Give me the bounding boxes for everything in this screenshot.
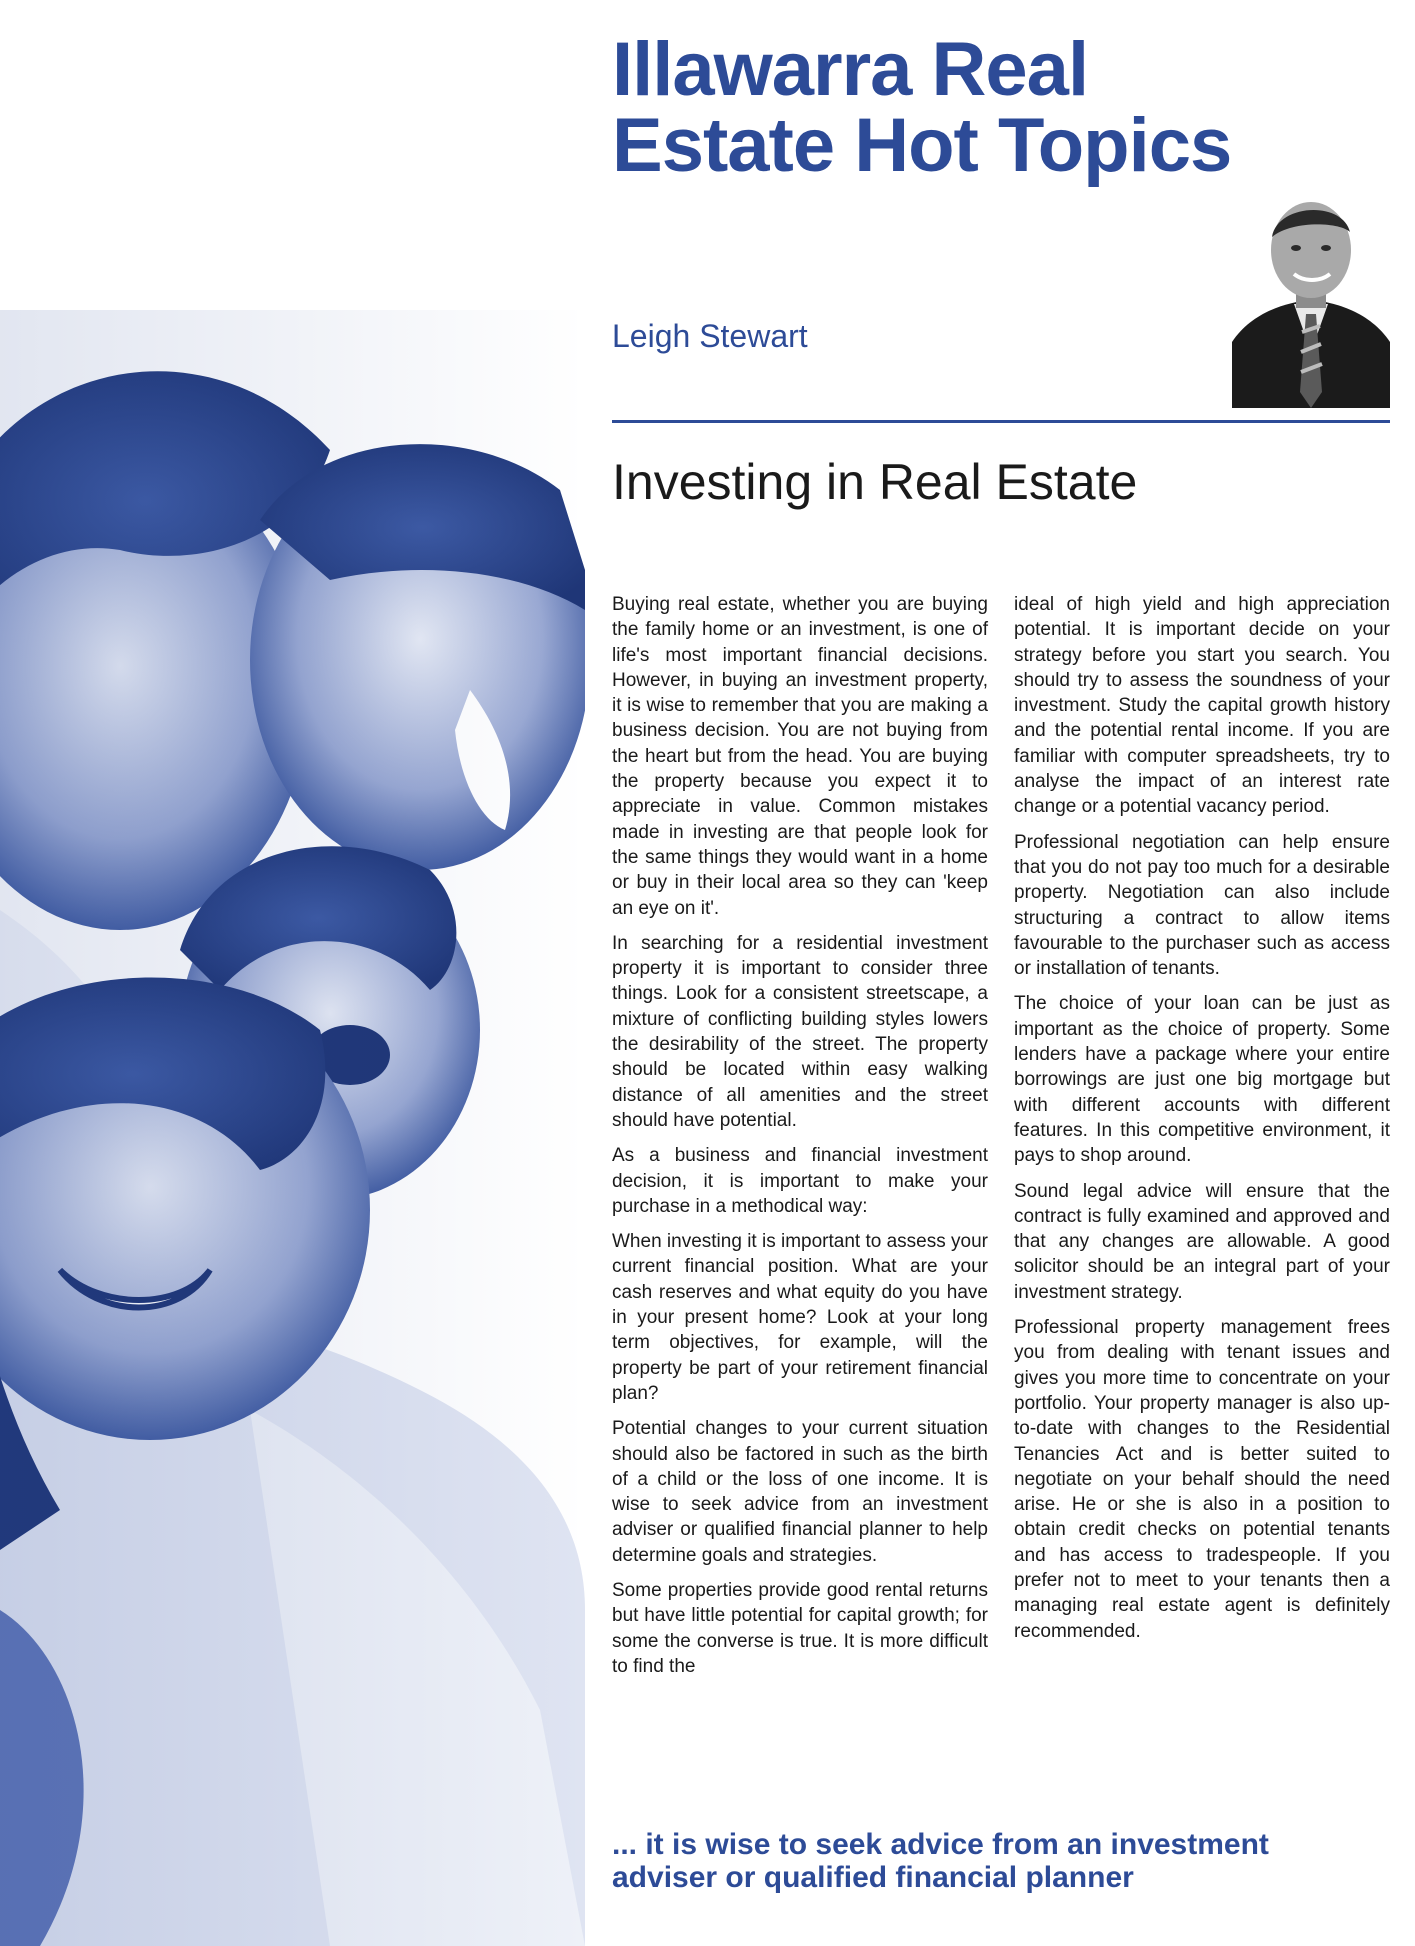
paragraph: In searching for a residential investment property it is important to consider three things. Look for a consistent streetscape, a mixture of conflicting building styles lowers the desirability of the street. The property should be located within easy walking distance of all amenities and the street should have potential. xyxy=(612,932,988,1131)
family-photo xyxy=(0,310,585,1946)
paragraph: Potential changes to your current situation should also be factored in such as the birth of a child or the loss of one income. It is wise to seek advice from an investment adviser or qualified financial planner to help determine goals and strategies. xyxy=(612,1418,988,1566)
paragraph: As a business and financial investment decision, it is important to make your purchase in a methodical way: xyxy=(612,1145,988,1217)
paragraph: Professional negotiation can help ensure that you do not pay too much for a desirable property. Negotiation can also include structuring a contract to allow items favourable to the purchaser such as access or installation of tenants. xyxy=(1014,831,1390,980)
paragraph: Sound legal advice will ensure that the contract is fully examined and approved and that any changes are allowable. A good solicitor should be an integral part of your investment strategy. xyxy=(1014,1180,1390,1303)
family-photo-illustration xyxy=(0,310,585,1946)
author-portrait-illustration xyxy=(1232,192,1390,408)
paragraph: ideal of high yield and high appreciation potential. It is important decide on your strategy before you start you search. You should try to assess the soundness of your investment. Study the capital growth history and the potential rental income. If you are familiar with computer spreadsheets, try to analyse the impact of an interest rate change or a potential vacancy period. xyxy=(1014,594,1390,818)
article-column-right xyxy=(1014,592,1390,1654)
pull-quote: ... it is wise to seek advice from an investment adviser or qualified financial planner xyxy=(612,1828,1269,1894)
masthead-line-1: Illawarra Real xyxy=(612,27,1089,112)
paragraph: When investing it is important to assess your current financial position. What are your cash reserves and what equity do you have in your present home? Look at your long term objectives, for example, will the property be part of your retirement financial plan? xyxy=(612,1231,988,1404)
masthead-title xyxy=(612,27,1372,188)
paragraph: Buying real estate, whether you are buying the family home or an investment, is one of life's most important financial decisions. However, in buying an investment property, it is wise to remember that you are making a business decision. You are not buying from the heart but from the head. You are buying the property because you expect it to appreciate in value. Common mistakes made in investing are that people look for the same things they would want in a home or buy in their local area so they can 'keep an eye on it'. xyxy=(612,594,988,919)
author-name: Leigh Stewart xyxy=(612,318,808,354)
paragraph: Professional property management frees you from dealing with tenant issues and gives you more time to concentrate on your portfolio. Your property manager is also up-to-date with changes to the Residential Tenancies Act and is better suited to negotiate on your behalf should the need arise. He or she is also in a position to obtain credit checks on potential tenants and has access to tradespeople. If you prefer not to meet to your tenants then a managing real estate agent is definitely recommended. xyxy=(1014,1317,1390,1642)
article-column-left xyxy=(612,592,988,1689)
paragraph: Some properties provide good rental returns but have little potential for capital growth; for some the converse is true. It is more difficult to find the xyxy=(612,1579,988,1677)
header-divider xyxy=(612,420,1390,423)
article-title: Investing in Real Estate xyxy=(612,454,1138,510)
author-photo xyxy=(1232,192,1390,408)
masthead-line-2: Estate Hot Topics xyxy=(612,103,1232,188)
paragraph: The choice of your loan can be just as important as the choice of property. Some lenders have a package where your entire borrowings are just one big mortgage but with different accounts with different features. In this competitive environment, it pays to shop around. xyxy=(1014,993,1390,1167)
